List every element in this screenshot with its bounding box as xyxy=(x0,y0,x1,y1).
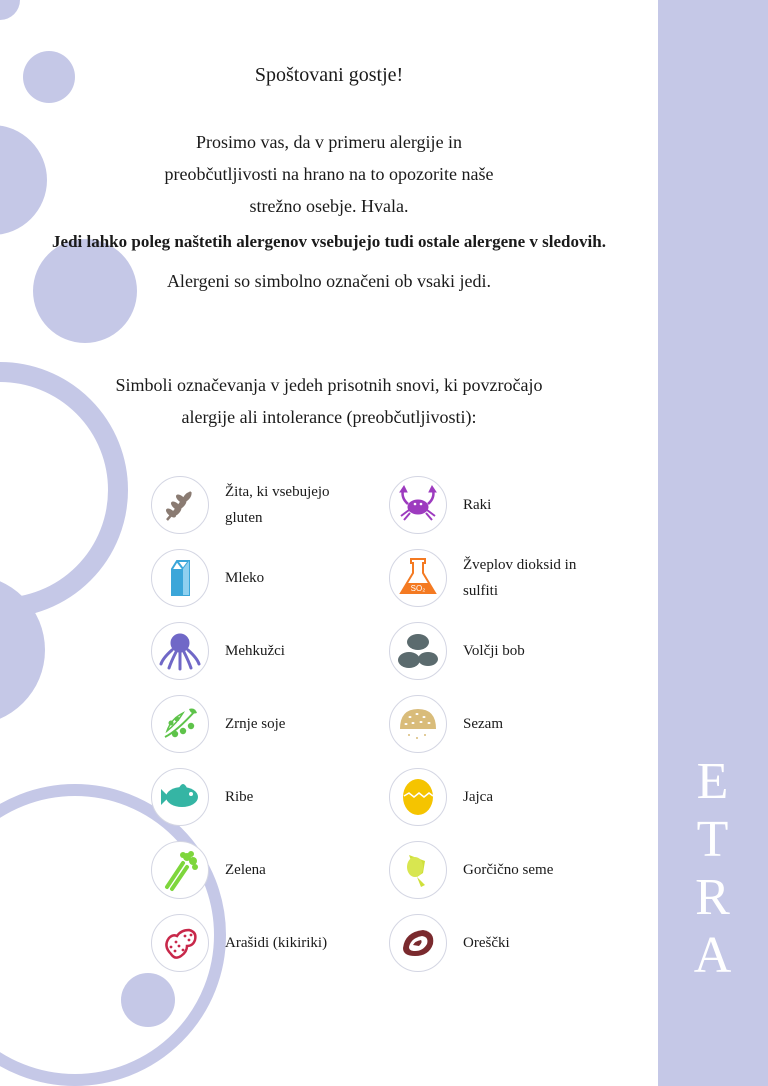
allergen-label: Gorčično seme xyxy=(463,862,554,878)
crab-icon xyxy=(389,476,447,534)
allergen-item-gluten xyxy=(151,476,355,534)
allergen-item-sesame xyxy=(389,695,623,753)
egg-icon xyxy=(389,768,447,826)
brand-logo xyxy=(658,752,768,984)
wheat-icon xyxy=(151,476,209,534)
request-paragraph: Prosimo vas, da v primeru alergije in preobčutljivosti na hrano na to opozorite naše strežno osebje. Hvala. xyxy=(164,132,494,216)
allergen-label: Žita, ki vsebujejo gluten xyxy=(225,484,330,526)
allergen-label: Jajca xyxy=(463,789,493,805)
allergen-item-peanuts xyxy=(151,914,385,972)
fish-icon xyxy=(151,768,209,826)
celery-icon xyxy=(151,841,209,899)
allergen-label: Sezam xyxy=(463,716,503,732)
allergen-label: Mehkužci xyxy=(225,643,285,659)
soy-icon xyxy=(151,695,209,753)
nut-icon xyxy=(389,914,447,972)
allergen-item-celery xyxy=(151,841,385,899)
allergen-label: Oreščki xyxy=(463,935,510,951)
allergen-item-sulphites xyxy=(389,549,593,607)
mustard-icon xyxy=(389,841,447,899)
allergen-item-fish xyxy=(151,768,385,826)
allergen-label: Arašidi (kikiriki) xyxy=(225,935,328,951)
allergen-label: Zelena xyxy=(225,862,266,878)
allergen-item-molluscs xyxy=(151,622,385,680)
allergen-label: Mleko xyxy=(225,570,265,586)
sulphite-flask-icon xyxy=(389,549,447,607)
peanut-icon xyxy=(151,914,209,972)
allergen-item-soy xyxy=(151,695,385,753)
brand-letter: R xyxy=(695,869,731,926)
allergen-label: Ribe xyxy=(225,789,254,805)
allergen-item-eggs xyxy=(389,768,623,826)
sidebar-band xyxy=(658,0,768,1086)
page-title: Spoštovani gostje! xyxy=(254,64,404,86)
allergen-item-nuts xyxy=(389,914,623,972)
symbols-heading: Simboli označevanja v jedeh prisotnih snovi, ki povzročajo alergije ali intolerance (preobčutljivosti): xyxy=(115,375,543,427)
allergen-item-mustard xyxy=(389,841,623,899)
so2-badge: SO₂ xyxy=(410,584,426,593)
allergen-item-milk xyxy=(151,549,385,607)
brand-letter: T xyxy=(696,811,730,868)
allergen-label: Raki xyxy=(463,497,492,513)
sesame-bun-icon xyxy=(389,695,447,753)
brand-letter: A xyxy=(693,927,733,984)
allergen-item-crustaceans xyxy=(389,476,623,534)
allergen-label: Volčji bob xyxy=(463,643,525,659)
note-paragraph: Alergeni so simbolno označeni ob vsaki jedi. xyxy=(166,271,492,291)
milk-carton-icon xyxy=(151,549,209,607)
allergen-item-lupin xyxy=(389,622,623,680)
allergen-label: Žveplov dioksid in sulfiti xyxy=(463,557,577,599)
allergen-label: Zrnje soje xyxy=(225,716,286,732)
octopus-icon xyxy=(151,622,209,680)
warning-paragraph: Jedi lahko poleg naštetih alergenov vsebujejo tudi ostale alergene v sledovih. xyxy=(52,232,606,251)
brand-letter: E xyxy=(696,753,730,810)
lupin-icon xyxy=(389,622,447,680)
